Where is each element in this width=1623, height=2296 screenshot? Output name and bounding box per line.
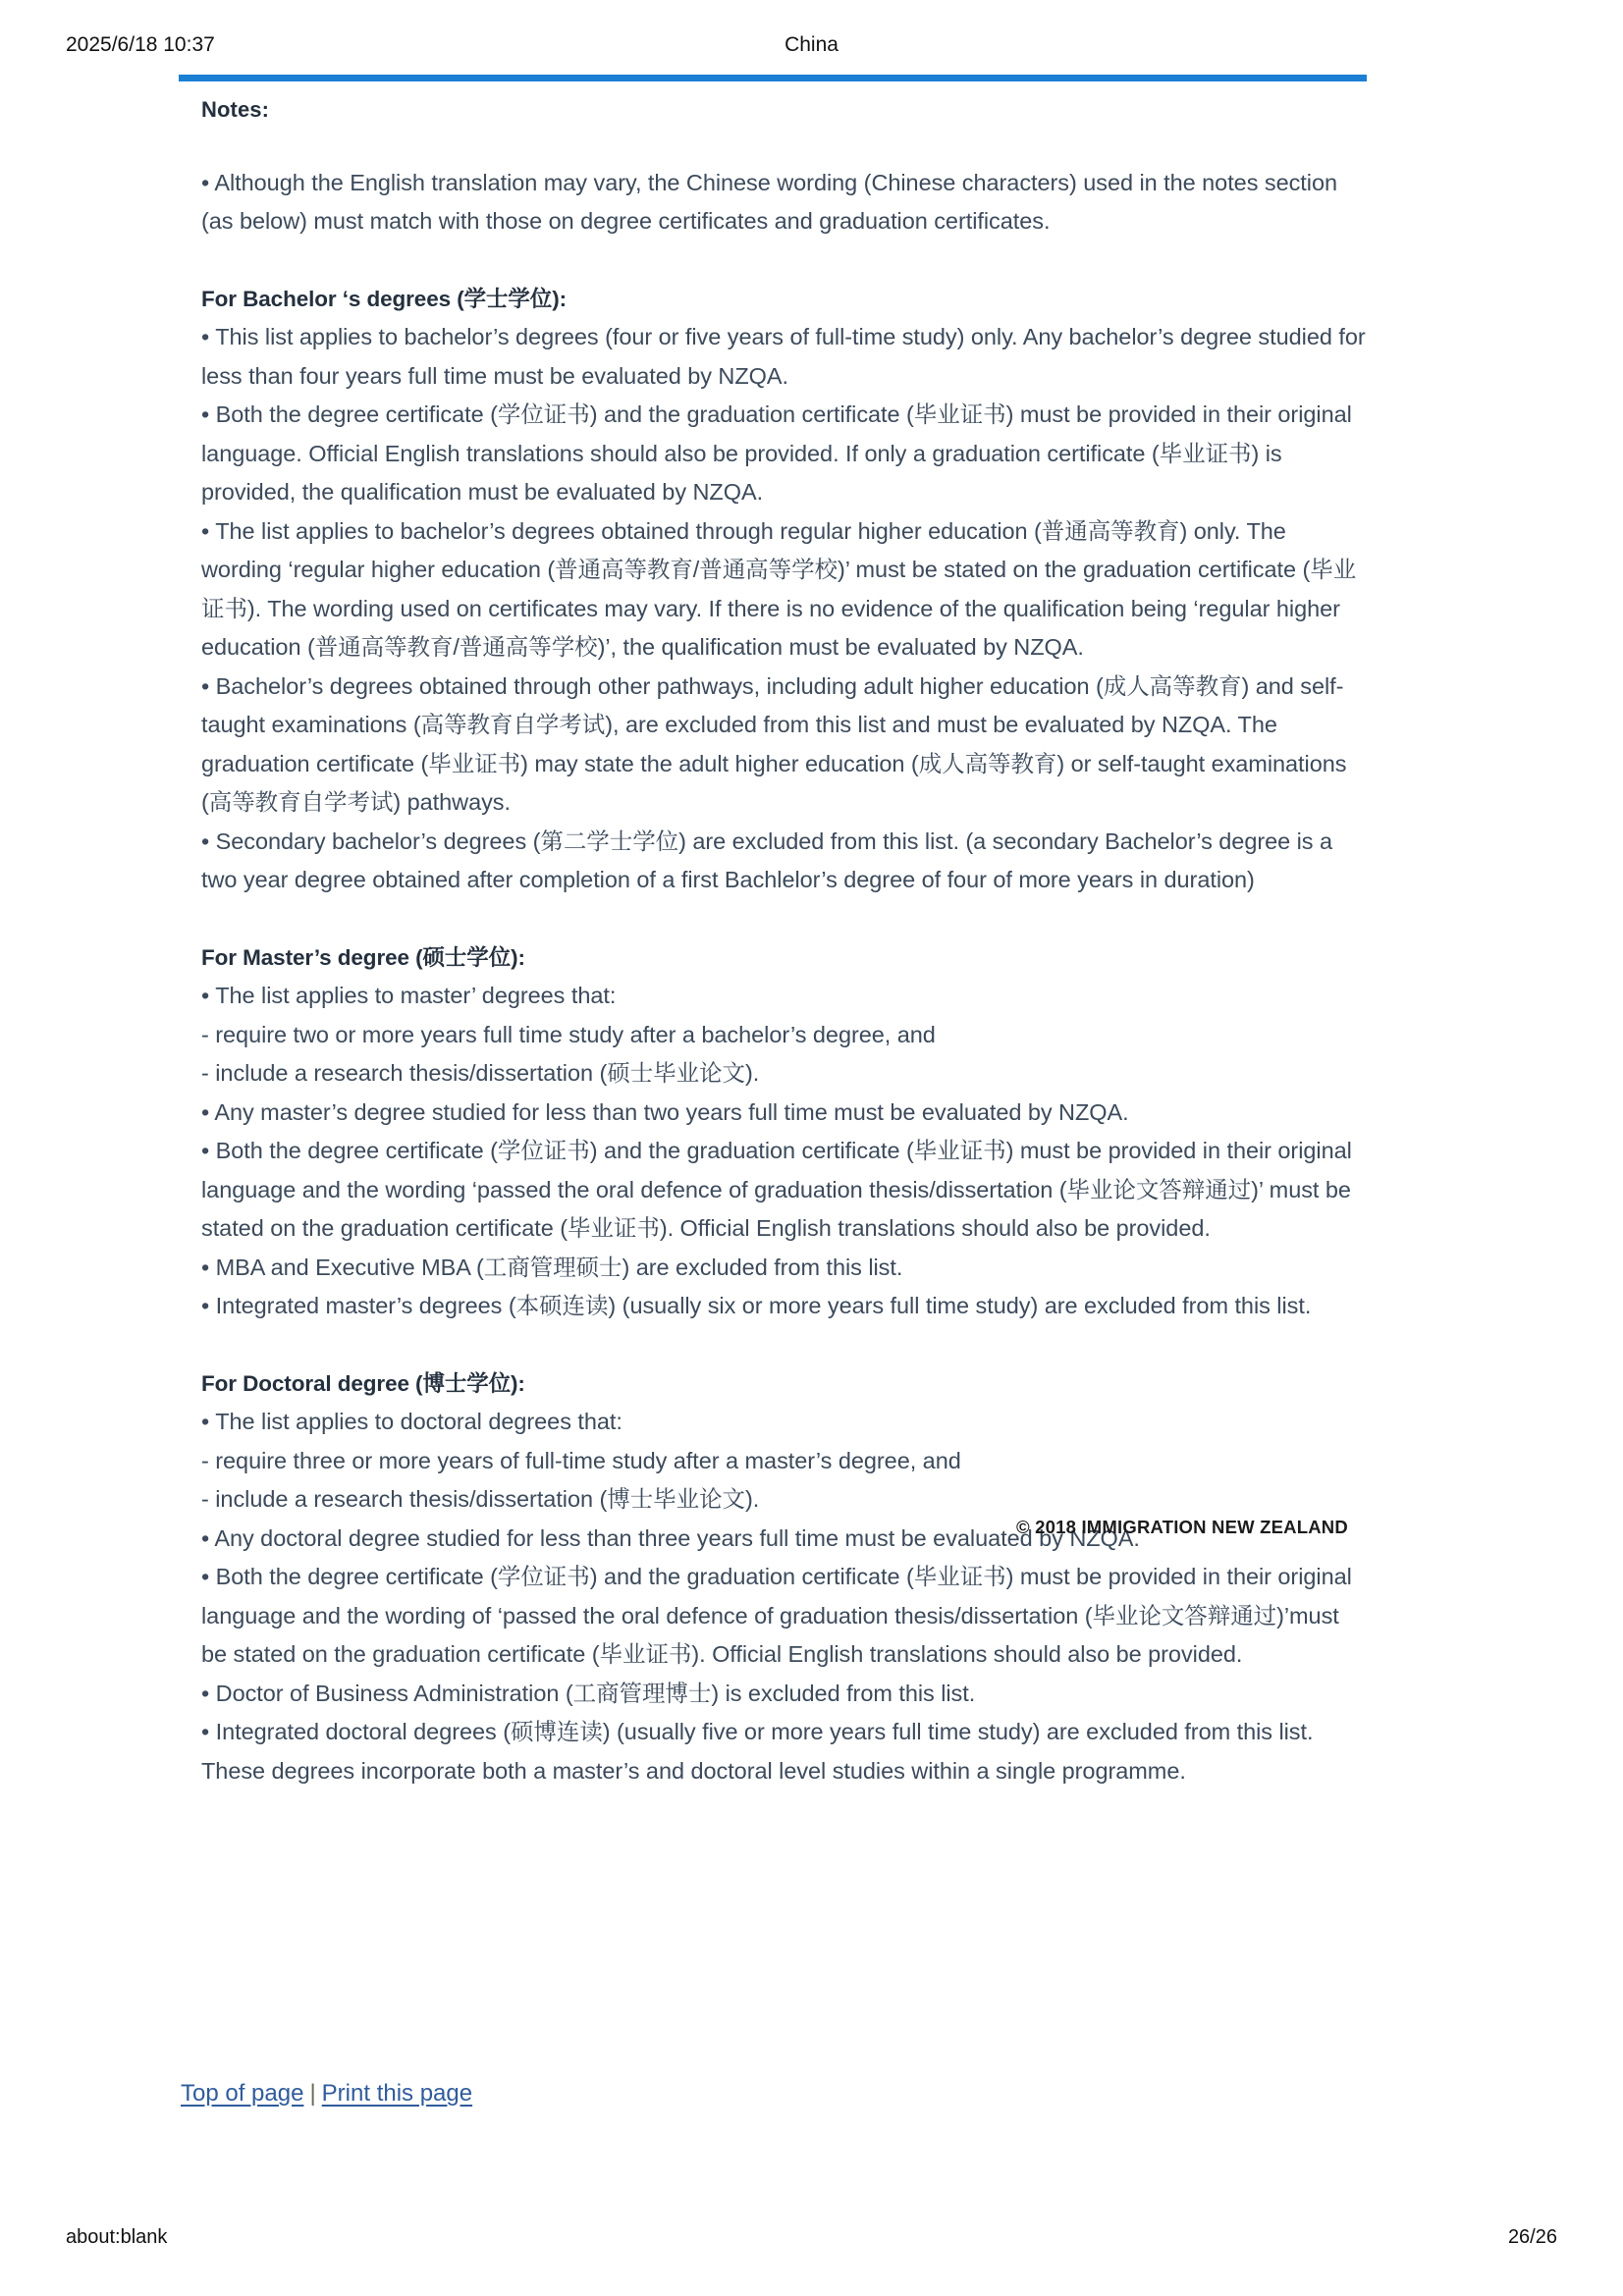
- bachelor-section-heading: For Bachelor ‘s degrees (学士学位):: [201, 286, 567, 311]
- doctoral-bullet-1: • The list applies to doctoral degrees that:: [201, 1409, 622, 1435]
- bachelor-bullet-2: • Both the degree certificate (学位证书) and the graduation certificate (毕业证书) must be provided in their original language. Official English translations should also be provided. If only a graduation certificate (毕业证书) is provided, the qualification must be evaluated by NZQA.: [201, 401, 1352, 506]
- link-separator: |: [309, 2080, 316, 2107]
- doctoral-bullet-5: • Both the degree certificate (学位证书) and the graduation certificate (毕业证书) must be provided in their original language and the wording of ‘passed the oral defence of graduation thesis/dissertation (毕业论文答辩通过)’must be stated on the graduation certificate (毕业证书). Official English translations should also be provided.: [201, 1564, 1352, 1668]
- print-footer-page-number: 26/26: [1507, 2226, 1557, 2248]
- master-bullet-7: • Integrated master’s degrees (本硕连读) (usually six or more years full time study) are excluded from this list.: [201, 1293, 1312, 1319]
- print-footer-url: about:blank: [66, 2226, 168, 2248]
- master-bullet-6: • MBA and Executive MBA (工商管理硕士) are excluded from this list.: [201, 1254, 903, 1280]
- master-bullet-4: • Any master’s degree studied for less than two years full time must be evaluated by NZQA.: [201, 1098, 1129, 1125]
- print-header-date: 2025/6/18 10:37: [66, 33, 215, 56]
- doctoral-bullet-7: • Integrated doctoral degrees (硕博连读) (usually five or more years full time study) are excluded from this list. These degrees incorporate both a master’s and doctoral level studies within a single programme.: [201, 1719, 1314, 1784]
- master-bullet-2: - require two or more years full time study after a bachelor’s degree, and: [201, 1021, 936, 1047]
- bachelor-bullet-4: • Bachelor’s degrees obtained through other pathways, including adult higher education (成人高等教育) and self-taught examinations (高等教育自学考试), are excluded from this list and must be evaluated by NZQA. The graduation certificate (毕业证书) may state the adult higher education (成人高等教育) or self-taught examinations (高等教育自学考试) pathways.: [201, 672, 1347, 816]
- print-this-page-link[interactable]: Print this page: [321, 2080, 473, 2107]
- notes-heading: Notes:: [201, 97, 270, 122]
- bachelor-bullet-3: • The list applies to bachelor’s degrees obtained through regular higher education (普通高等教育) only. The wording ‘regular higher education (普通高等教育/普通高等学校)’ must be stated on the graduation certificate (毕业证书). The wording used on certificates may vary. If there is no evidence of the qualification being ‘regular higher education (普通高等教育/普通高等学校)’, the qualification must be evaluated by NZQA.: [201, 517, 1357, 661]
- doctoral-bullet-2: - require three or more years of full-time study after a master’s degree, and: [201, 1447, 961, 1473]
- print-header: [0, 33, 1623, 63]
- doctoral-section-heading: For Doctoral degree (博士学位):: [201, 1370, 525, 1396]
- section-spacer: [201, 241, 1370, 280]
- section-spacer: [201, 900, 1370, 938]
- copyright-notice: © 2018 IMMIGRATION NEW ZEALAND: [1016, 1517, 1348, 1537]
- page-links: [181, 2079, 472, 2109]
- doctoral-bullet-3: - include a research thesis/dissertation (博士毕业论文).: [201, 1486, 760, 1513]
- master-bullet-5: • Both the degree certificate (学位证书) and the graduation certificate (毕业证书) must be provided in their original language and the wording ‘passed the oral defence of graduation thesis/dissertation (毕业论文答辩通过)’ must be stated on the graduation certificate (毕业证书). Official English translations should also be provided.: [201, 1138, 1352, 1242]
- notes-intro-paragraph: • Although the English translation may vary, the Chinese wording (Chinese characters) used in the notes section (as below) must match with those on degree certificates and graduation certificates.: [201, 169, 1337, 235]
- doctoral-bullet-6: • Doctor of Business Administration (工商管理博士) is excluded from this list.: [201, 1680, 976, 1706]
- top-of-page-link[interactable]: Top of page: [181, 2080, 304, 2107]
- bachelor-bullet-5: • Secondary bachelor’s degrees (第二学士学位) are excluded from this list. (a secondary Bachelor’s degree is a two year degree obtained after completion of a first Bachlelor’s degree of four of more years in duration): [201, 828, 1333, 893]
- bachelor-bullet-1: • This list applies to bachelor’s degrees (four or five years of full-time study) only. Any bachelor’s degree studied for less than four years full time must be evaluated by NZQA.: [201, 324, 1366, 389]
- print-header-title: China: [784, 33, 839, 56]
- doctoral-bullet-4: • Any doctoral degree studied for less than three years full time must be evaluated by NZQA.: [201, 1524, 1140, 1551]
- print-footer: [0, 2226, 1623, 2254]
- master-section-heading: For Master’s degree (硕士学位):: [201, 944, 525, 970]
- header-divider: [179, 75, 1367, 81]
- master-bullet-1: • The list applies to master’ degrees that:: [201, 983, 617, 1009]
- section-spacer: [201, 1326, 1370, 1364]
- master-bullet-3: - include a research thesis/dissertation (硕士毕业论文).: [201, 1060, 760, 1087]
